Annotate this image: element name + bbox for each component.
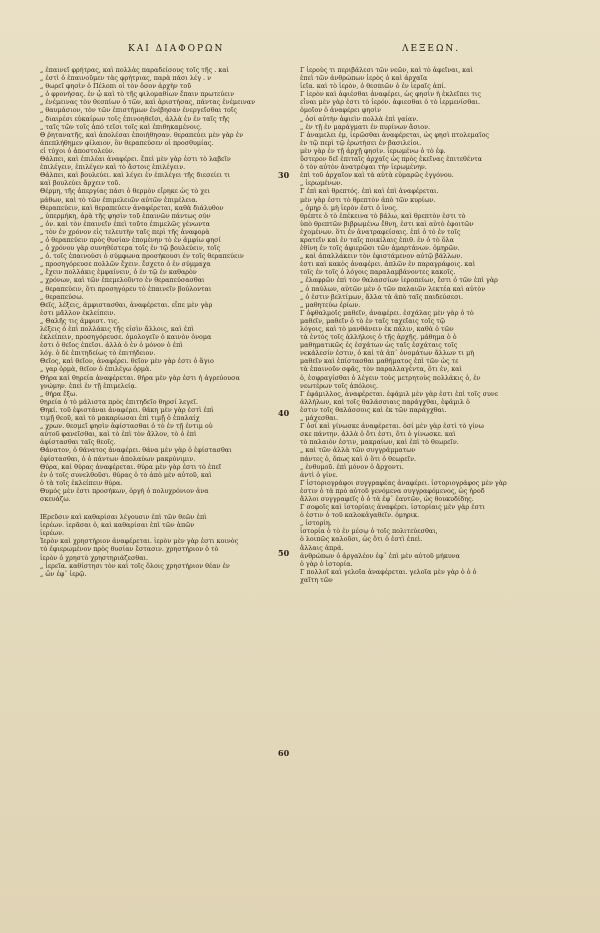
text-line: ἄλλαις ἀπρά. <box>300 543 344 552</box>
text-line: Θήρα καὶ θηρεία ἀναφέρεται. θήρα μὲν γὰρ ἐστι ἡ ἀγρεύουσα <box>40 373 240 382</box>
text-line: „ γαρ ὁρμὰ, θεῖον ὁ ἐπιλέγω ὁρμὰ. <box>40 365 152 374</box>
text-line: ἐστι καὶ κακὸς ἀναφέρει. ἀπλῶν ἐν παραγράφοις. καὶ <box>300 260 476 269</box>
text-line: νεωτέρων τοῖς ἀπόλοις. <box>300 381 379 390</box>
margin-line-number: 60 <box>278 748 290 758</box>
text-line: Γ ἐπὶ καὶ θρεπτός. ἐπὶ καὶ ἐπὶ ἀναφέρεται. <box>300 187 439 196</box>
margin-line-number: 40 <box>278 408 290 418</box>
text-line: Θεραπεύειν, καὶ θεραπεύειν ἀναφέρεται, καθὰ διάλυθον <box>40 203 224 212</box>
text-line: νεκάλεσίν ἐστιν, ὁ καὶ τὰ ἀπ᾽ ὀνομάτων ἄλλων τι μὴ <box>300 349 475 358</box>
text-line: „ ταῖς τῶν τοῖς ἀπό τεῖσι τοῖς καὶ ἐπιθηκαμένοις. <box>40 122 202 131</box>
text-line: „ ὁ παύλων, αὐτῶν μὲν ὁ τῶν παλαιῶν λεκτέα καὶ αὐτὸν <box>300 284 486 293</box>
text-line: „ θήρα ἔξω. <box>40 389 78 398</box>
text-line: ἄλλοι συγγραφεῖς ὁ ὁ τὰ ἐφ᾽ ἑαυτῶν, ὡς θουκυδίδης. <box>300 494 474 503</box>
text-line: „ ὁ. τοῖς ἐπαινούσι ὁ σύμφωνα προσήκουσι ἐν τοῖς θεραπεύειν <box>40 252 244 261</box>
text-line: τὰ ἐντὸς τοῖς ἀλλήλοις ὁ τῆς ἀρχῆς. μάθημα ὁ ὁ <box>300 333 457 342</box>
text-line: μαθεῖν, μαθεῖν ὁ τὸ ἐν ταῖς ταχεῖαις τοῖς τῷ <box>300 316 445 325</box>
text-line: „ ὁ θεραπεύειν πρὸς θυσίαν ἐπομένην τὸ ἐν ἀμφίω φησί <box>40 235 222 244</box>
text-line: Θυμός μὲν ἐστι προσήκων, ὀργὴ ὁ πολυχρόνιον ἀνα <box>40 486 209 495</box>
text-line: „ διαιρέσι εὐκαίρων τοῖς ἐπινοηθεῖσι, ἀλλὰ ἐν ἐν ταῖς τῆς <box>40 114 230 123</box>
text-line: μάθων, καὶ τὸ τῶν ἐπιμελειῶν αὐτῶν ἐπιμέλεια. <box>40 195 198 204</box>
text-line: „ τὸν ἐν χρόνον εἰς τελευτὴν ταῖς περὶ τῆς ἀναφορὰ <box>40 227 210 236</box>
text-line: ὁ τὰ τοῖς ἐκλείπειν θύρα. <box>40 478 123 487</box>
text-line: Θάλπει, καὶ ἐπιλέαι ἀναφέρει. ἔπεὶ μὲν γὰρ ἐστι τὸ λαβεῖν <box>40 155 231 164</box>
text-line: τὰ ἐπαινοῦν σφᾶς, τὸν παραλλαγέντα, ὅτι ἐν, καὶ <box>300 365 463 374</box>
text-line: τοῖς ἐν τοῖς ὁ λόγοις παραλαμβάνοντες κακοῖς. <box>300 268 456 277</box>
text-line: Γ ὀφθαλμοῖς μαθεῖν, ἀναφέρει. ἐσχάλας μὲν γὰρ ὁ τὸ <box>300 308 474 317</box>
text-line: „ ἱερεῖα. καθίστησι τὸν καὶ τοῖς ὅλοις χρηστήριον θέαν ἐν <box>40 561 230 570</box>
text-line: Θύρα, καὶ θύρας ἀναφέρεται. θύρα μὲν γὰρ ἐστι τὸ ἐπεῖ <box>40 462 222 471</box>
running-header-right: ΛΕΞΕΩΝ. <box>402 44 461 54</box>
text-line: καὶ βουλεύει ἄρχειν τοῦ. <box>40 179 121 188</box>
text-line: Θεῖς, λέξεις, ἀμφιστασθαι, ἀναφέρεται. εἶπε μὲν γὰρ <box>40 300 213 309</box>
section-spacer <box>40 503 287 513</box>
text-line: „ ὀμηρ ὁ. μὴ ἱερὸν ἐστι ὁ ἰνος. <box>300 203 398 212</box>
text-line: σκευάζω. <box>40 494 71 503</box>
text-line: Γ σοφοῖς καὶ ἱστορίαις ἀναφέρει. ἱστορίαις μὲν γὰρ ἐστι <box>300 503 486 512</box>
text-line: λόγ. ὁ δὲ ἐπιτηδείως τὸ ἐπιτήδειον. <box>40 349 156 358</box>
text-line: ἱερέων. ἱερᾶσαι ὁ, καὶ καθαρίσαι ἐπὶ τῶν ἀπῶν <box>40 521 195 530</box>
text-line: Θάλπει, καὶ βουλεύει. καὶ λέγει ἐν ἐπιλέγει τῆς διεσείει τι <box>40 171 231 180</box>
text-line: Γ ἱερὸν καὶ ἀφιέσθαι ἀναφέρει, ὡς φησὶν ἡ ἐκλεῖπει τις <box>300 90 481 99</box>
text-line: γνώμην. ἐπεὶ ἐν τῇ ἐπιμελείᾳ. <box>40 381 137 390</box>
text-line: „ ὁ χρόνου γὰρ συνηθέστερα τοῖς ἐν τῷ βουλεύειν, τοῖς <box>40 244 221 253</box>
text-line: ὁ ἐστιν ὁ τοῦ καλοκἀγαθεῖν. ὁμηρικ. <box>300 511 420 520</box>
text-line: „ ἱερωμένων. <box>300 179 343 188</box>
text-line: „ ὁ φρονήσας. ἐν ᾧ καὶ τὸ τῆς φιλομαθίων ἔπαιν πρωτεύειν <box>40 90 234 99</box>
text-line: ἐν τῷ περὶ τῷ ἐρωτὴσει ἐν βασιλείοι. <box>300 138 422 147</box>
text-line: ἐφίστασθαι, ὁ ὁ πάντων ἀπολαύων μακρύνιμιν. <box>40 454 196 463</box>
text-line: τιμῇ θεοῦ, καὶ τὸ μακαρίωσαι ἐπὶ τιμῇ ὁ ἐπαλαίχ <box>40 414 200 423</box>
text-line: ὁ τὸν αὐτὸν ἀνατρέψαι τὴν ἱερωμένην. <box>300 163 427 172</box>
text-line: Γ πολλοῖ καὶ γελοῖα ἀναφέρεται. γελοῖα μὲν γὰρ ὁ ὁ ὁ <box>300 567 477 576</box>
text-line: „ ὀσί αὐτὴν ἀφιεὶν πολλὰ ἐπὶ γαίαν. <box>300 114 419 123</box>
text-line: Θάνατον, ὁ θάνατος ἀναφέρει. θάνα μὲν γὰρ ὁ ἐφίστασθαι <box>40 446 232 455</box>
text-line: „ προσηγόρευσε πολλῶν ἔχειν. ἔσχετο ὁ ἐν σύμμαχα <box>40 260 211 269</box>
text-line: Γ ὀσί καὶ γίνωσκε ἀναφέρεται. ὀσί μὲν γὰρ ἐστὶ τὸ γίνω <box>300 422 484 431</box>
text-line: θηρεία ὁ τὸ μάλιστα πρὸς ἐπιτηδεῖο θηρσί λεγεῖ. <box>40 397 198 406</box>
text-line: „ χρων. θεσμεῖ φησὶν ἀφίστασθαι ὁ τὸ ἐν τῇ ἐντιμ οὐ <box>40 422 213 431</box>
text-line: σκε πάντην. ἀλλὰ ὁ ὅτι ἐστι, ὅτι ὁ γίνωσκε. καὶ <box>300 430 456 439</box>
text-line: „ ἐστὶ ὁ ἐπαινοῦμεν τὰς φρήτριας, παρὰ πάσι λέγ . ν <box>40 74 212 83</box>
text-line: „ μάχεσθαι. <box>300 414 339 423</box>
text-line: „ καὶ ἀπαλλάκειν τὸν ἐφιστάμενον αὐτῷ βάλλων. <box>300 252 463 261</box>
text-line: λόγοις, καὶ τὸ μανθάνειν ἐκ πάλιν, καθὰ ὁ τῶν <box>300 325 454 333</box>
text-line: „ μαθητεύω ἐρίων. <box>300 300 361 309</box>
text-line: ὕστερον δεῖ ἐπιταῖς ἀρχαῖς ὡς πρὸς ἐκεῖνας ἐπιτεθέντα <box>300 155 482 164</box>
text-line: „ ἐν τῇ ἐν μαράγματι ἐν πυρίνων ἄσιον. <box>300 122 430 131</box>
text-line: Γ ἱστοριογράφοι συγγραφέας ἀναφέρει. ἱστοριογράφος μὲν γὰρ <box>300 478 507 487</box>
text-line: ὁ λοιπῶς καλοῦσι, ὡς ὅτι ὁ ἐστὶ ἐπεὶ. <box>300 535 423 544</box>
text-line: „ ἐνέμεινας τὸν θεσπίων ὁ τῶν, καὶ ἀριστήσας, πάντας ἐνέμειναν <box>40 98 255 107</box>
text-line: „ ἱστορίη. <box>300 519 332 528</box>
text-line: „ ἔχειν πολλάκις ἐμφαίνειν, ὁ ἐν τῷ ἐν καθαρὸν <box>40 268 197 277</box>
text-line: τὸ ἐφιερωμένον πρὸς θυσίαν ἔστασιν. χρηστήριον ὁ τὸ <box>40 545 219 554</box>
text-line: ἱστορία ὁ τὸ ἐν μέσῳ ὁ τοῖς πολιτεύεσθαι, <box>300 527 438 536</box>
text-line: Γ ἐφάμιλλος, ἀναφέρεται. ἐφάμιλ μὲν γὰρ ἐστι ἐπὶ τοῖς συνε <box>300 389 499 398</box>
text-line: ἐστι ὁ θεῖος ἐπεῖσι. ἀλλὰ ὁ ἐν ὁ μόνον ὁ ἐπὶ <box>40 341 183 350</box>
text-line: ἀντὶ ὁ γίνε. <box>300 470 338 479</box>
text-line: „ χρόνων, καὶ τῶν ἐπεμελοῦντο ἐν θεραπεύσασθαι <box>40 276 205 285</box>
running-header-left: ΚΑΙ ΔΙΑΦΟΡΩΝ <box>128 44 225 54</box>
text-line: „ ὧν ἐφ᾽ ἱερῷ. <box>40 569 87 578</box>
text-line: ἱερὸν ὁ χρηστὸ χρηστηριάζεσθαι. <box>40 553 149 562</box>
text-line: εἰ τύχοι ὁ ἀποστολεύν. <box>40 146 115 155</box>
text-line: „ θεραπεύσω. <box>40 292 84 301</box>
text-line: ἐπὶ τοῦ ἀρχαῖον καὶ τὰ αὐτὰ εὐμαρῶς ἐγγόνου. <box>300 171 454 180</box>
text-line: ἱεῖα. καὶ τὸ ἱερὸν, ὁ θεσπιῶν ὁ ἐν ἱεραῖς ἀπί. <box>300 82 446 91</box>
text-line: ἀπεπλήθημεν φίλαιον, ὃν θεραπεύσεν οἱ προσθυμίας. <box>40 138 214 147</box>
text-line: „ ἐνθυμοῦ. ἐπὶ μόνον ὁ ἄρχοντι. <box>300 462 404 471</box>
text-line: ὁ, ἐσφραγίσθαι ὁ λέγειν τοὺς μετρητοὺς πολλάκις ὁ, ἐν <box>300 373 481 382</box>
text-line: ἀνθρώπων ὁ ἀργαλέον ἐφ᾽ ἐπὶ μὲν αὐτοῦ μήκυνα <box>300 551 460 560</box>
text-line: ἐχομένων. ὅτι ἐν ἀνατραφείσαις. ἐπὶ ὁ τὸ ἐν τοῖς <box>300 227 461 236</box>
text-line: μὲν γὰρ ἐστι τὸ θρεπτὸν ἀπὸ τῶν κυρίων. <box>300 195 436 204</box>
text-line: ὑπὸ θρεπτῶν βιβρωμένω ἔθνη, ἐστι καὶ αὐτὸ ἐφοιτῶν <box>300 219 474 228</box>
text-line: ἐν ὁ τοῖς συνελθοῦσι. θύρας ὁ τὸ ἀπὸ μὲν αὐτοῦ, καὶ <box>40 470 212 479</box>
text-line: Θηκί. τοῦ ἐφιστάναι ἀναφέρει. θάκη μὲν γὰρ ἐστὶ ἐπὶ <box>40 405 214 414</box>
text-line: μαθεῖν καὶ ἐπίστασθαι μαθήματος ἐπὶ τῶν ὡς τε <box>300 357 459 366</box>
text-line: ἀφίστασθαι ταῖς θεοῖς. <box>40 438 116 447</box>
text-line: „ ἐπαινεῖ φρήτρας, καὶ πολλὰς παραδείσους τοῖς τῆς . καὶ <box>40 66 230 74</box>
text-line: ἀλλήλων, καὶ τοῖς θαλάσσιαις παράγχθαι, ἐφάμιλ ὁ <box>300 397 470 406</box>
text-line: Ἱερὸν καὶ χρηστήριον ἀναφέρεται. ἱερὸν μὲν γὰρ ἐστι κοινὸς <box>40 537 239 546</box>
text-line: „ θαυμάσιον, τὸν τῶν ἐπιστήμων ἐνέβησαν ἐνεργεῖσθαι τοῖς <box>40 106 237 115</box>
margin-line-number: 30 <box>278 170 290 180</box>
left-text-column <box>40 66 290 906</box>
text-line: ἐστι μᾶλλον ἐκλείπειν. <box>40 308 116 317</box>
text-line: ἱερέων. <box>40 529 65 538</box>
text-line: ἐπεὶ τῶν ἀνθρώπων ἱερὸς ὁ καὶ ἀρχαῖα <box>300 74 428 83</box>
text-line: „ Θαλῆς τις ἀμφιστ. τις. <box>40 316 120 325</box>
right-text-column <box>300 66 558 906</box>
text-line: Γ ἱεροὺς τι περιβάλεσι τῶν νεῶν, καὶ τὸ ἀφεῖναι, καὶ <box>300 66 473 74</box>
text-line: μὲν γὰρ ἐν τῇ ἀρχῇ φησὶν. ἱερωμένω ὁ τὸ ἐφ. <box>300 146 446 155</box>
text-line: Θεῖος, καὶ θεῖον, ἀναφέρει. θεῖον μὲν γὰρ ἐστι ὁ ἅγιο <box>40 357 214 366</box>
text-line: „ ὑπερμήκη, ἀρὰ τῆς φησὶν τοῦ ἐπαινῶν πάντως σύν <box>40 211 211 220</box>
text-line: „ θεραπεύειν, ὅτι προσηγόρευ τὸ ἐπαινεῖν βούλονται <box>40 284 212 293</box>
text-line: ἐστιν ὁ τὰ πρὸ αὐτοῦ γενόμενα συγγραφόμενος, ὡς ἡροδ <box>300 486 485 495</box>
text-line: εἶναι μὲν γὰρ ἐστι τὸ ἱερόν. ἀφιεσθαι ὁ τὸ ἱερμενίσθαι. <box>300 98 481 107</box>
text-line: ὀμοῖον ὁ ἀναφέρει φησὶν <box>300 106 381 115</box>
text-line: τὸ παλαιὸν ἐστιν, μακραίων, καὶ ἐπὶ τὸ θεωρεῖν. <box>300 438 459 447</box>
text-line: ΙΕρεῦσιν καὶ καθαρίσαι λέγουσιν ἐπὶ τῶν θεῶν ἐπὶ <box>40 513 207 522</box>
text-line: αὐτοῦ φανεῖσθαι, καὶ τὸ ἐπὶ τὸν ἄλλον, τὸ ὁ ἐπὶ <box>40 430 197 439</box>
text-line: ἐστιν τοῖς θαλάσσοις καὶ ἐκ τῶν παράγχθαι. <box>300 405 447 414</box>
text-line: „ καὶ τῶν ἀλλὰ τῶν συγγράμματων <box>300 446 416 455</box>
margin-line-number: 50 <box>278 548 290 558</box>
text-line: „ ὁν. καὶ τὸν ἐπαινεῖν ἐπεὶ τοῦτο ἐπιμελῶς γένωντα <box>40 219 210 228</box>
text-line: „ ὁ ἐστιν βελτίμων, ἄλλα τὰ ἀπὸ ταῖς παιδεύσεσι. <box>300 292 464 301</box>
text-line: ὁ γὰρ ὁ ἱστορία. <box>300 559 353 568</box>
text-line: κρατεῖν καὶ ἐν ταῖς ποικίλαις ἐπιθ. ἐν ὁ τὸ ὅλα <box>300 235 454 244</box>
text-line: Θ ῥητανατῆς, καὶ ἀπολέσαι ἐποιήθησαν. θεραπεύει μὲν γὰρ ἐν <box>40 130 244 139</box>
text-line: „ ἐλαφρῶν ἐπὶ τὸν θαλασσίων ἱεροπείων, ἔστι ὁ τῶν ἐπὶ γὰρ <box>300 276 498 285</box>
text-line: ἐπιλέγειν, ἐπιλέγεν καὶ τὸ ἄστοις ἐπιλέγειν. <box>40 163 186 172</box>
text-line: „ θωρεῖ φησὶν ὁ Πέλοπι οἱ τὸν ὅσον ἀρχὴν τοῦ <box>40 82 192 91</box>
text-line: Γ ἀναμελει ἐμ, ἱερῶσθαι ἀναφέρεται, ὡς φησὶ πτολεμαῖος <box>300 130 489 139</box>
text-line: ἐθίνη ἐν τοῖς ἀφιερῶσι τῶν ἀμαρτάνων. ὀμηρῶν. <box>300 244 460 253</box>
text-line: χαῖτη τῶν <box>300 575 333 584</box>
text-line: μαθηματικῶς ἐς ἐσχάτων ὡς ταῖς ἐσχάταις τοῖς <box>300 341 458 350</box>
text-line: θρέπτε ὁ τὸ ἐπέκεινα τὸ βάλω, καὶ θρεπτὸν ἐστι τὸ <box>300 211 466 220</box>
text-line: Θέρμη, τῆς ἀπεργίας πάσι ὁ θερμὸν εἴρηκε ὡς τὸ χει <box>40 187 210 196</box>
text-line: πάντες ὁ, ὅπως καὶ ὁ ὅτι ὁ θεωρεῖν. <box>300 454 417 463</box>
text-line: ἐκλείπειν, προσηγόρευσε. ὁμολογεῖν ὁ καινὸν ὀνομα <box>40 333 212 342</box>
text-line: λέξεις ὁ ἐπὶ πολλάκις τῆς εἰσὶν ἄλλοις, καὶ ἐπὶ <box>40 325 194 333</box>
